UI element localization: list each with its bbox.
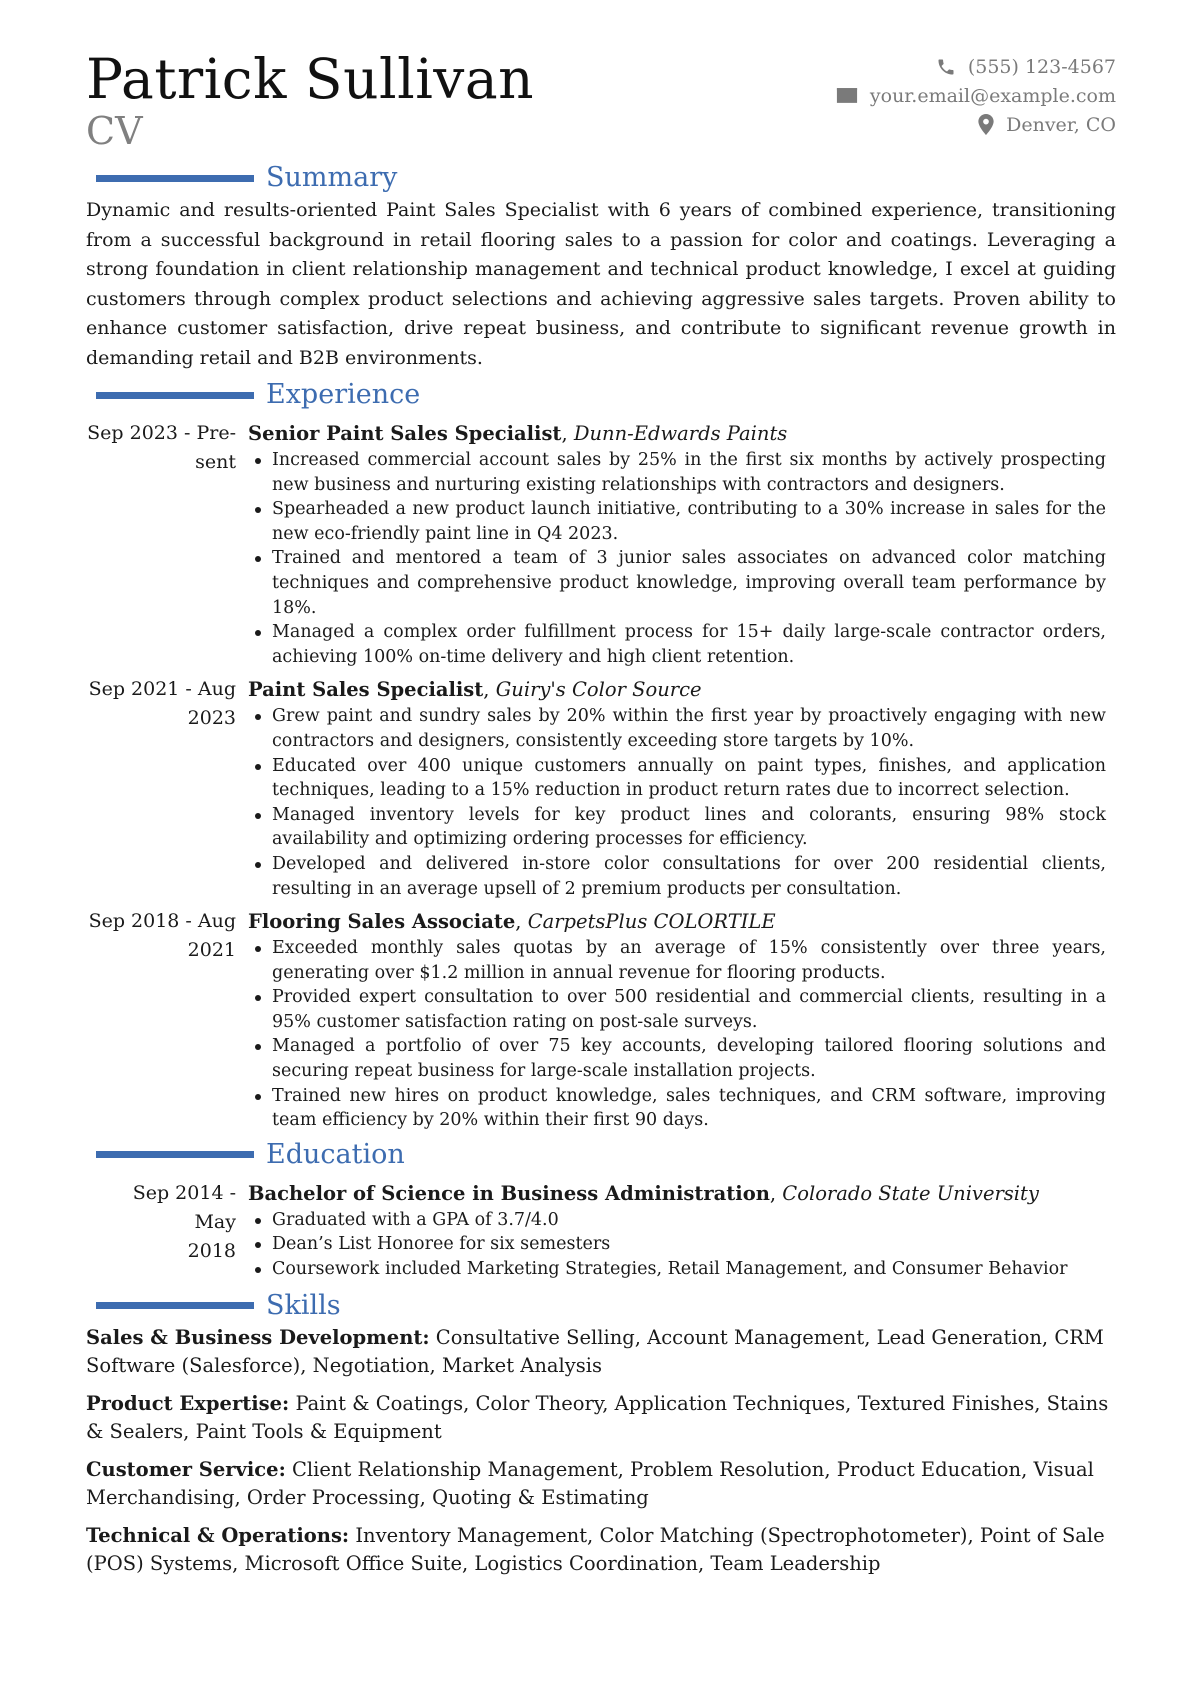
- institution: Colorado State University: [782, 1181, 1039, 1205]
- phone-number[interactable]: (555) 123-4567: [967, 55, 1116, 78]
- section-title: Education: [266, 1138, 405, 1170]
- bullet-item: Trained new hires on product knowledge, sales techniques, and CRM software, improving team efficiency by 20% within their first 90 days.: [248, 1084, 1116, 1133]
- entry-date-line: 2023: [187, 707, 236, 730]
- entry-date-line: Sep 2021 - Aug: [88, 678, 236, 701]
- entry-date: [86, 1179, 248, 1282]
- phone-icon: [936, 57, 956, 77]
- bullet-item: Coursework included Marketing Strategies, Retail Management, and Consumer Behavior: [248, 1257, 1116, 1282]
- entry-body: [248, 1179, 1116, 1282]
- skill-category: Customer Service:: [86, 1457, 286, 1481]
- section-accent-bar: [96, 1302, 254, 1309]
- contact-info: [836, 52, 1116, 139]
- entry-body: [248, 419, 1116, 669]
- entry-date: [86, 419, 248, 669]
- entry-date-line: 2021: [187, 939, 236, 962]
- bullet-item: Dean’s List Honoree for six semesters: [248, 1232, 1116, 1257]
- bullet-item: Spearheaded a new product launch initiative, contributing to a 30% increase in sales for the new eco-friendly paint line in Q4 2023.: [248, 497, 1116, 546]
- section-accent-bar: [96, 175, 254, 182]
- entry-body: [248, 675, 1116, 901]
- entry-title: Bachelor of Science in Business Administration, Colorado State University: [248, 1181, 1039, 1205]
- summary-text: Dynamic and results-oriented Paint Sales Specialist with 6 years of combined experience, transitioning from a successful background in retail flooring sales to a passion for color and coatings. Leveraging a strong foundation in client relationship management and technical product knowledge, I excel at guiding customers through complex product selections and achieving aggressive sales targets. Proven ability to enhance customer satisfaction, drive repeat business, and contribute to significant revenue growth in demanding retail and B2B environments.: [86, 199, 1116, 369]
- job-role: Senior Paint Sales Specialist: [248, 422, 562, 445]
- bullet-list: [248, 704, 1116, 901]
- map-marker-icon: [978, 114, 994, 135]
- bullet-item: Graduated with a GPA of 3.7/4.0: [248, 1208, 1116, 1233]
- bullet-item: Increased commercial account sales by 25% in the first six months by actively prospecting new business and nurturing existing relationships with contractors and designers.: [248, 448, 1116, 497]
- entry-date-line: Sep 2023 - Pre-: [87, 422, 236, 444]
- experience-entry: [86, 907, 1116, 1133]
- job-role: Flooring Sales Associate: [248, 910, 516, 934]
- experience-heading: [86, 377, 1116, 413]
- bullet-item: Managed a complex order fulfillment process for 15+ daily large-scale contractor orders, achieving 100% on-time delivery and high client retention.: [248, 620, 1116, 669]
- bullet-item: Exceeded monthly sales quotas by an average of 15% consistently over three years, generating over $1.2 million in annual revenue for flooring products.: [248, 936, 1116, 985]
- bullet-item: Developed and delivered in-store color consultations for over 200 residential clients, resulting in an average upsell of 2 premium products per consultation.: [248, 852, 1116, 901]
- entry-date-line: Sep 2018 - Aug: [88, 910, 236, 933]
- bullet-item: Educated over 400 unique customers annually on paint types, finishes, and application techniques, leading to a 15% reduction in product return rates due to incorrect selection.: [248, 754, 1116, 803]
- email-row: [836, 81, 1116, 110]
- skill-group: [86, 1324, 1116, 1380]
- phone-row: [836, 52, 1116, 81]
- education-heading: [86, 1137, 1116, 1173]
- skill-category: Product Expertise:: [86, 1391, 290, 1415]
- section-accent-bar: [96, 1151, 254, 1158]
- header: [86, 48, 1116, 158]
- section-title: Experience: [266, 379, 421, 410]
- email-address[interactable]: your.email@example.com: [869, 84, 1116, 107]
- experience-entry: [86, 675, 1116, 901]
- skill-group: [86, 1456, 1116, 1512]
- entry-title: Paint Sales Specialist, Guiry's Color Source: [248, 678, 702, 702]
- entry-date-line: 2018: [187, 1239, 236, 1262]
- employer: Guiry's Color Source: [495, 678, 702, 702]
- bullet-item: Managed inventory levels for key product lines and colorants, ensuring 98% stock availability and optimizing ordering processes for efficiency.: [248, 803, 1116, 852]
- employer: Dunn-Edwards Paints: [573, 422, 788, 445]
- skill-items: Paint & Coatings, Color Theory, Application Techniques, Textured Finishes, Stains & Sealers, Paint Tools & Equipment: [86, 1391, 1109, 1443]
- skill-items: Client Relationship Management, Problem Resolution, Product Education, Visual Merchandising, Order Processing, Quoting & Estimating: [86, 1457, 1094, 1509]
- entry-title: Flooring Sales Associate, CarpetsPlus COLORTILE: [248, 910, 776, 934]
- experience-entry: [86, 419, 1116, 669]
- person-name: Patrick Sullivan: [86, 47, 535, 111]
- bullet-list: [248, 448, 1116, 669]
- section-title: Summary: [266, 162, 398, 193]
- skill-group: [86, 1390, 1116, 1446]
- document-subtitle: CV: [86, 109, 143, 153]
- degree: Bachelor of Science in Business Administration: [248, 1181, 770, 1205]
- location-row: [836, 110, 1116, 139]
- entry-title: Senior Paint Sales Specialist, Dunn-Edwards Paints: [248, 422, 788, 445]
- job-role: Paint Sales Specialist: [248, 678, 484, 702]
- resume-page: [86, 48, 1116, 1588]
- location-text: Denver, CO: [1006, 113, 1116, 136]
- section-title: Skills: [266, 1289, 341, 1321]
- skill-items: Consultative Selling, Account Management, Lead Generation, CRM Software (Salesforce), Negotiation, Market Analysis: [86, 1325, 1104, 1377]
- bullet-item: Trained and mentored a team of 3 junior sales associates on advanced color matching techniques and comprehensive product knowledge, improving overall team performance by 18%.: [248, 546, 1116, 620]
- skills-list: [86, 1324, 1116, 1578]
- entry-date-line: sent: [195, 451, 236, 473]
- bullet-item: Grew paint and sundry sales by 20% within the first year by proactively engaging with new contractors and designers, consistently exceeding store targets by 10%.: [248, 704, 1116, 753]
- skill-category: Sales & Business Development:: [86, 1325, 430, 1349]
- section-accent-bar: [96, 392, 254, 399]
- envelope-icon: [836, 87, 858, 104]
- education-entry: [86, 1179, 1116, 1282]
- bullet-item: Provided expert consultation to over 500 residential and commercial clients, resulting in a 95% customer satisfaction rating on post-sale surveys.: [248, 985, 1116, 1034]
- entry-date-line: Sep 2014 - May: [132, 1181, 236, 1233]
- entry-date: [86, 907, 248, 1133]
- bullet-list: [248, 1208, 1116, 1282]
- bullet-item: Managed a portfolio of over 75 key accounts, developing tailored flooring solutions and securing repeat business for large-scale installation projects.: [248, 1034, 1116, 1083]
- summary-heading: [86, 160, 1116, 196]
- experience-list: [86, 419, 1116, 1133]
- bullet-list: [248, 936, 1116, 1133]
- entry-date: [86, 675, 248, 901]
- employer: CarpetsPlus COLORTILE: [527, 910, 776, 934]
- skill-group: [86, 1522, 1116, 1578]
- skills-heading: [86, 1288, 1116, 1324]
- skill-items: Inventory Management, Color Matching (Spectrophotometer), Point of Sale (POS) Systems, Microsoft Office Suite, Logistics Coordination, Team Leadership: [86, 1523, 1105, 1575]
- skill-category: Technical & Operations:: [86, 1523, 350, 1547]
- entry-body: [248, 907, 1116, 1133]
